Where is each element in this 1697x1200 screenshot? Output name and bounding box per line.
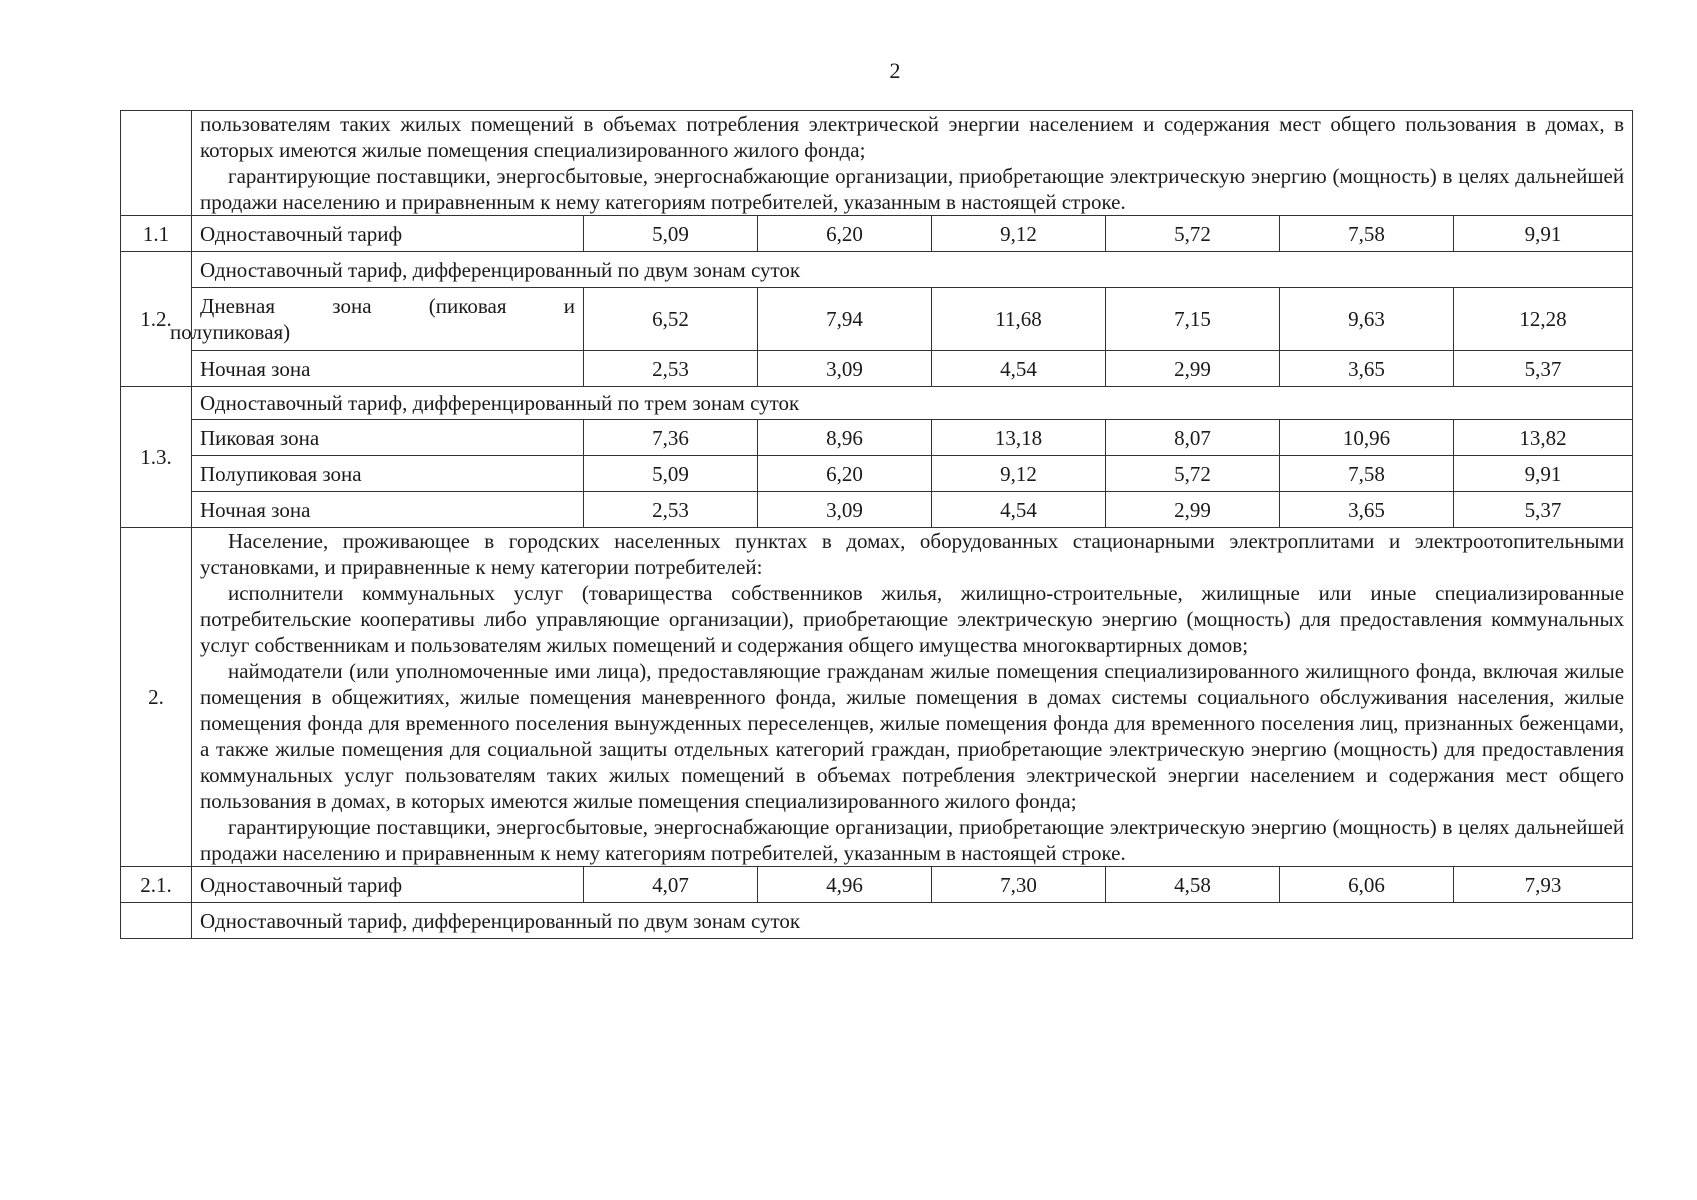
- tariff-name-cell: Одноставочный тариф: [192, 867, 584, 903]
- value-cell: 5,72: [1106, 216, 1280, 252]
- paragraph: исполнители коммунальных услуг (товарищества собственников жилья, жилищно-строительные, жилищные или иные специализированные потребительские кооперативы либо управляющие организации), приобретающие электрическую энергию (мощность) для предоставления коммунальных услуг собственникам и пользователям жилых помещений и содержания общего имущества многоквартирных домов;: [200, 581, 1625, 657]
- value-cell: 5,37: [1454, 492, 1633, 528]
- table-row-1-2-night: [121, 351, 1633, 387]
- value-cell: 9,12: [932, 216, 1106, 252]
- word: и: [563, 294, 575, 318]
- value-cell: 4,54: [932, 351, 1106, 387]
- table-row-2-2-header: [121, 903, 1633, 939]
- subsection-header-cell: Одноставочный тариф, дифференцированный по двум зонам суток: [192, 903, 1633, 939]
- value-cell: 6,06: [1280, 867, 1454, 903]
- value-cell: 3,09: [758, 351, 932, 387]
- value-cell: 7,93: [1454, 867, 1633, 903]
- table-row-1-3-header: [121, 387, 1633, 420]
- tariff-name-cell: Пиковая зона: [192, 420, 584, 456]
- subsection-header-cell: Одноставочный тариф, дифференцированный по двум зонам суток: [192, 252, 1633, 288]
- row-number-cell: 1.2.: [121, 252, 192, 387]
- value-cell: 4,54: [932, 492, 1106, 528]
- tariff-name-line-2: полупиковая): [170, 320, 291, 344]
- value-cell: 2,53: [584, 351, 758, 387]
- row-description-cell: [192, 528, 1633, 867]
- value-cell: 4,07: [584, 867, 758, 903]
- value-cell: 3,65: [1280, 492, 1454, 528]
- value-cell: 2,99: [1106, 492, 1280, 528]
- paragraph: гарантирующие поставщики, энергосбытовые, энергоснабжающие организации, приобретающие электрическую энергию (мощность) в целях дальнейшей продажи населению и приравненным к нему категориям потребителей, указанным в настоящей строке.: [200, 815, 1625, 865]
- table-row-1-3-night: [121, 492, 1633, 528]
- value-cell: 5,37: [1454, 351, 1633, 387]
- tariff-name-cell: Полупиковая зона: [192, 456, 584, 492]
- value-cell: 7,15: [1106, 288, 1280, 351]
- word: зона: [332, 294, 372, 318]
- row-number-cell: [121, 903, 192, 939]
- value-cell: 5,72: [1106, 456, 1280, 492]
- value-cell: 10,96: [1280, 420, 1454, 456]
- value-cell: 6,52: [584, 288, 758, 351]
- value-cell: 13,82: [1454, 420, 1633, 456]
- value-cell: 2,53: [584, 492, 758, 528]
- value-cell: 6,20: [758, 216, 932, 252]
- value-cell: 3,65: [1280, 351, 1454, 387]
- value-cell: 7,30: [932, 867, 1106, 903]
- row-number-cell: 2.: [121, 528, 192, 867]
- table-row-1-2-header: [121, 252, 1633, 288]
- table-row-1-3-peak: [121, 420, 1633, 456]
- value-cell: 9,12: [932, 456, 1106, 492]
- value-cell: 13,18: [932, 420, 1106, 456]
- tariff-table: [120, 110, 1633, 939]
- tariff-name-cell: Ночная зона: [192, 351, 584, 387]
- tariff-name-line-1: [200, 293, 575, 319]
- row-number-cell: 1.1: [121, 216, 192, 252]
- table-row-2-1: [121, 867, 1633, 903]
- table-row-1-3-semipeak: [121, 456, 1633, 492]
- value-cell: 5,09: [584, 216, 758, 252]
- value-cell: 7,58: [1280, 216, 1454, 252]
- value-cell: 4,58: [1106, 867, 1280, 903]
- tariff-name-cell: Одноставочный тариф: [192, 216, 584, 252]
- value-cell: 11,68: [932, 288, 1106, 351]
- value-cell: 12,28: [1454, 288, 1633, 351]
- tariff-name-cell: Ночная зона: [192, 492, 584, 528]
- row-number-cell: 1.3.: [121, 387, 192, 528]
- paragraph: наймодатели (или уполномоченные ими лица), предоставляющие гражданам жилые помещения специализированного жилищного фонда, включая жилые помещения в общежитиях, жилые помещения маневренного фонда, жилые помещения в домах системы социального обслуживания населения, жилые помещения фонда для временного поселения вынужденных переселенцев, жилые помещения фонда для временного поселения лиц, признанных беженцами, а также жилые помещения для социальной защиты отдельных категорий граждан, приобретающие электрическую энергию (мощность) для предоставления коммунальных услуг пользователям таких жилых помещений в объемах потребления электрической энергии населением и содержания мест общего пользования в домах, в которых имеются жилые помещения специализированного жилого фонда;: [200, 659, 1625, 813]
- table-row-continuation: [121, 111, 1633, 216]
- table-row-1-2-day: [121, 288, 1633, 351]
- value-cell: 6,20: [758, 456, 932, 492]
- table-row-2: [121, 528, 1633, 867]
- paragraph: Население, проживающее в городских населенных пунктах в домах, оборудованных стационарными электроплитами и электроотопительными установками, и приравненные к нему категории потребителей:: [200, 529, 1625, 579]
- paragraph: гарантирующие поставщики, энергосбытовые, энергоснабжающие организации, приобретающие электрическую энергию (мощность) в целях дальнейшей продажи населению и приравненным к нему категориям потребителей, указанным в настоящей строке.: [200, 164, 1625, 214]
- page-number: 2: [889, 58, 901, 83]
- value-cell: 8,07: [1106, 420, 1280, 456]
- word: (пиковая: [428, 294, 507, 318]
- value-cell: 8,96: [758, 420, 932, 456]
- value-cell: 2,99: [1106, 351, 1280, 387]
- value-cell: 9,63: [1280, 288, 1454, 351]
- row-number-cell: 2.1.: [121, 867, 192, 903]
- paragraph: пользователям таких жилых помещений в объемах потребления электрической энергии населением и содержания мест общего пользования в домах, в которых имеются жилые помещения специализированного жилого фонда;: [200, 112, 1625, 162]
- value-cell: 9,91: [1454, 456, 1633, 492]
- value-cell: 7,94: [758, 288, 932, 351]
- row-description-cell: [192, 111, 1633, 216]
- value-cell: 3,09: [758, 492, 932, 528]
- tariff-name-cell: [170, 288, 584, 351]
- subsection-header-cell: Одноставочный тариф, дифференцированный по трем зонам суток: [192, 387, 1633, 420]
- word: Дневная: [200, 294, 276, 318]
- value-cell: 5,09: [584, 456, 758, 492]
- table-row-1-1: [121, 216, 1633, 252]
- value-cell: 7,36: [584, 420, 758, 456]
- value-cell: 9,91: [1454, 216, 1633, 252]
- row-number-cell: [121, 111, 192, 216]
- value-cell: 7,58: [1280, 456, 1454, 492]
- value-cell: 4,96: [758, 867, 932, 903]
